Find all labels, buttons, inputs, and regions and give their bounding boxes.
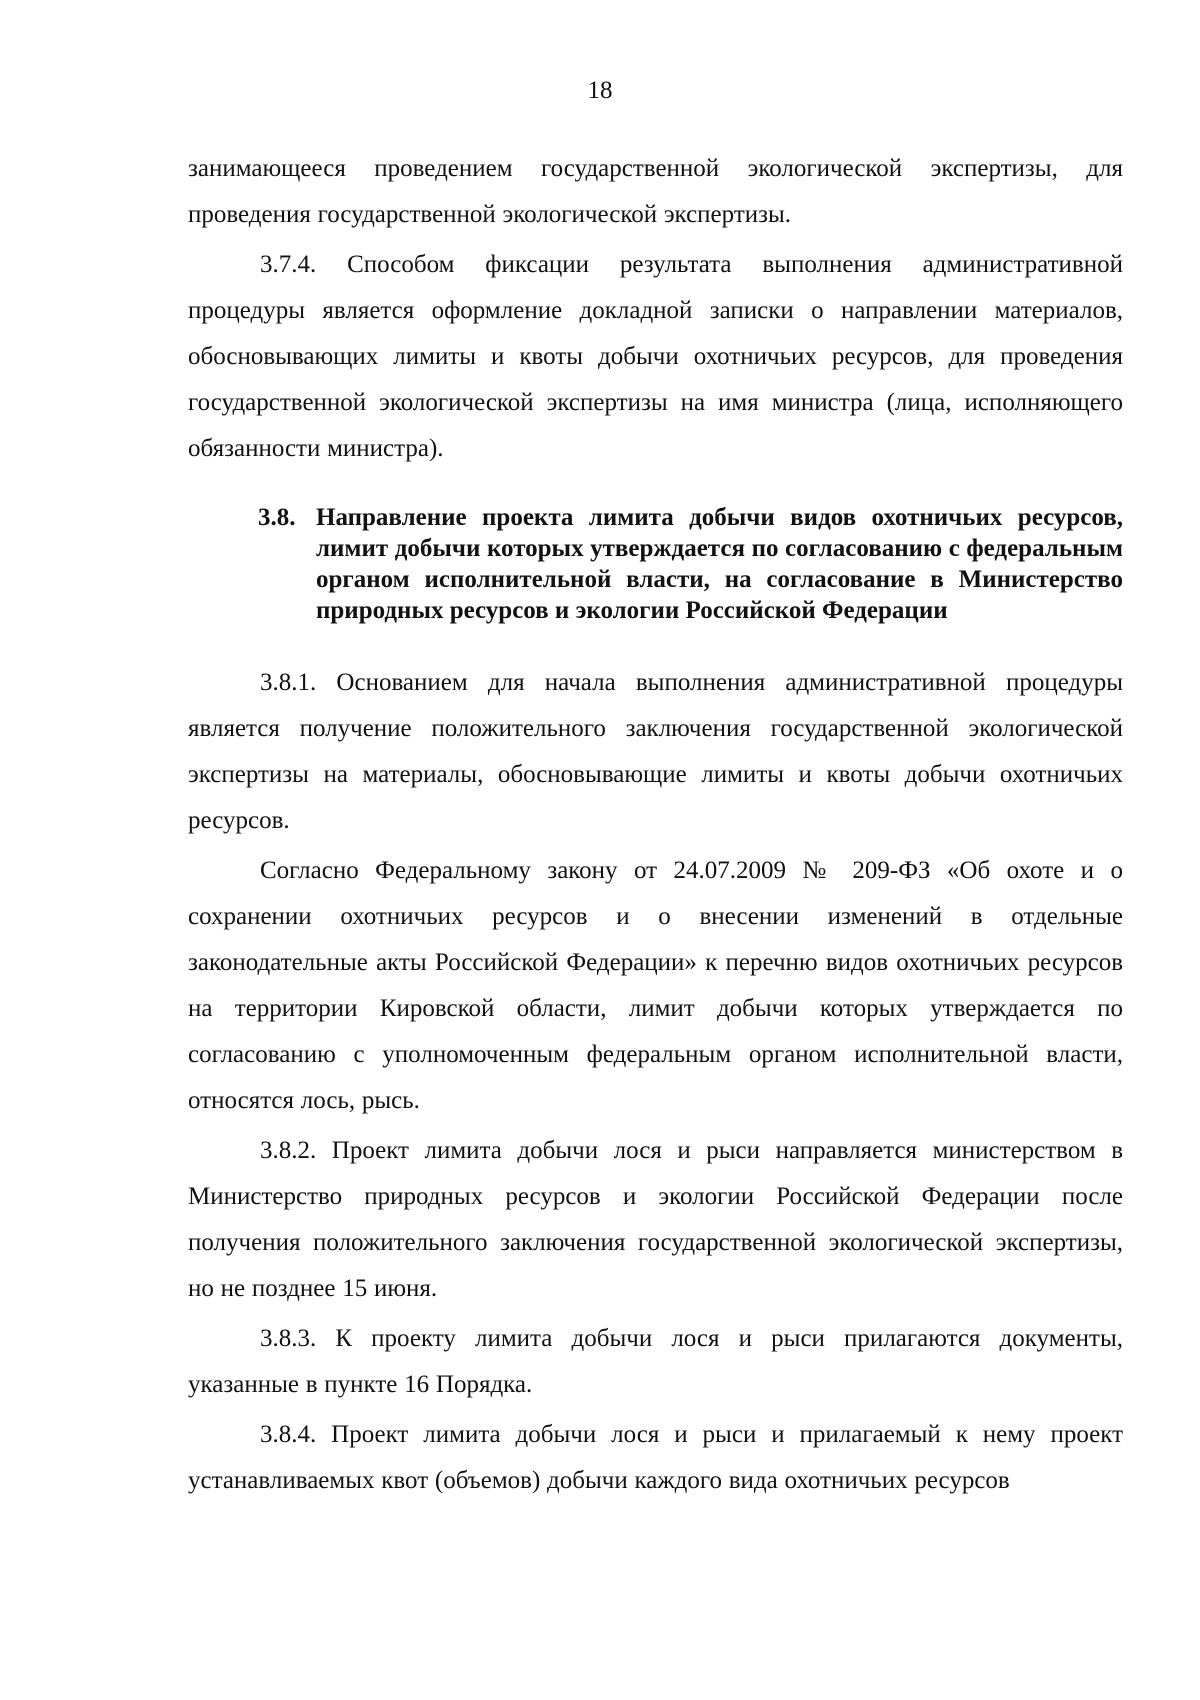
paragraph-3-8-4: 3.8.4. Проект лимита добычи лося и рыси и прилагаемый к нему проект устанавливаемых квот (объемов) добычи каждого вида охотничьих ресурсов xyxy=(188,1421,1123,1494)
paragraph-federal-law: Согласно Федеральному закону от 24.07.2009 № 209-ФЗ «Об охоте и о сохранении охотничьих ресурсов и о внесении изменений в отдельные законодательные акты Российской Федерации» к перечню видов охотничьих ресурсов на территории Кировской области, лимит добычи которых утверждается по согласованию с уполномоченным федеральным органом исполнительной власти, относятся лось, рысь. xyxy=(188,857,1123,1114)
section-number: 3.8. xyxy=(258,504,296,531)
paragraph-3-8-2: 3.8.2. Проект лимита добычи лося и рыси направляется министерством в Министерство природных ресурсов и экологии Российской Федерации после получения положительного заключения государственной экологической экспертизы, но не позднее 15 июня. xyxy=(188,1137,1123,1302)
paragraph-3-8-1: 3.8.1. Основанием для начала выполнения административной процедуры является получение положительного заключения государственной экологической экспертизы на материалы, обосновывающие лимиты и квоты добычи охотничьих ресурсов. xyxy=(188,669,1123,834)
section-heading-3-8 xyxy=(188,502,1123,626)
section-title: Направление проекта лимита добычи видов охотничьих ресурсов, лимит добычи которых утверждается по согласованию с федеральным органом исполнительной власти, на согласование в Министерство природных ресурсов и экологии Российской Федерации xyxy=(316,504,1123,624)
paragraph-3-7-4: 3.7.4. Способом фиксации результата выполнения административной процедуры является оформление докладной записки о направлении материалов, обосновывающих лимиты и квоты добычи охотничьих ресурсов, для проведения государственной экологической экспертизы на имя министра (лица, исполняющего обязанности министра). xyxy=(188,251,1123,462)
page-number: 18 xyxy=(587,77,613,104)
document-body xyxy=(188,146,1123,1504)
paragraph-3-8-3: 3.8.3. К проекту лимита добычи лося и рыси прилагаются документы, указанные в пункте 16 Порядка. xyxy=(188,1325,1123,1398)
paragraph-continuation: занимающееся проведением государственной экологической экспертизы, для проведения государственной экологической экспертизы. xyxy=(188,155,1123,228)
